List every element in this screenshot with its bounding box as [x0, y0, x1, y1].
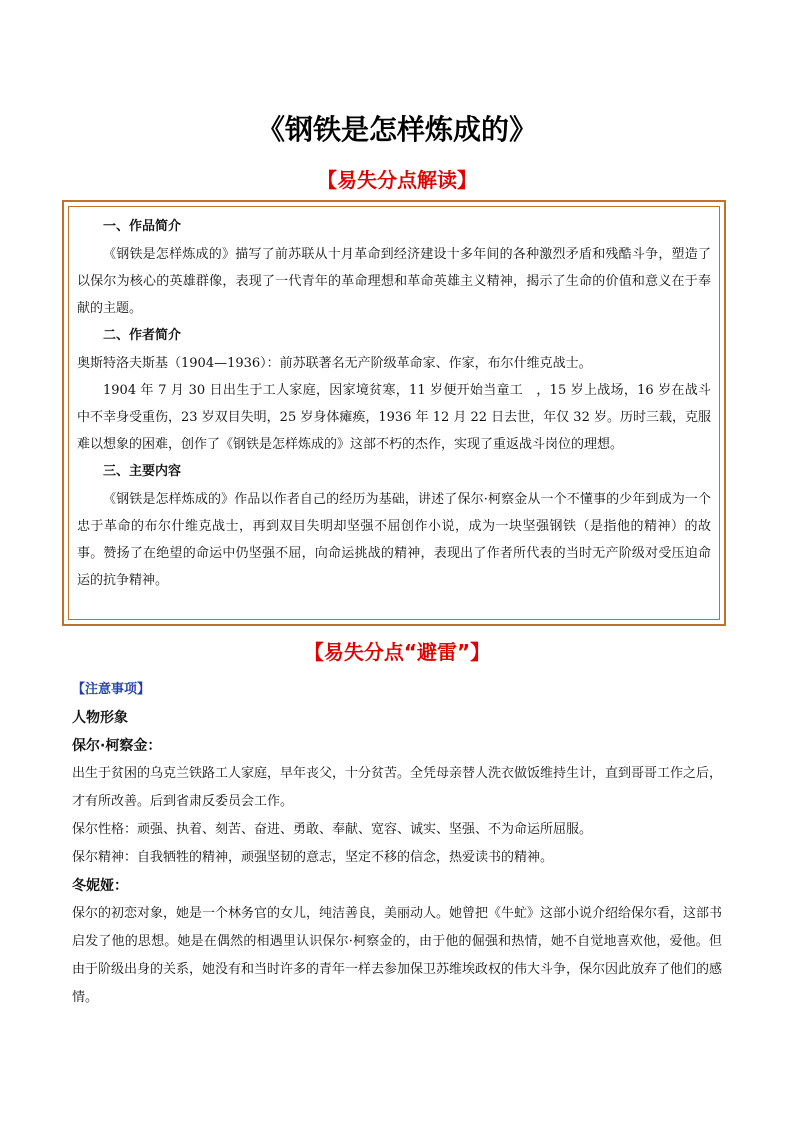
page-title: 《钢铁是怎样炼成的》: [256, 113, 537, 146]
paul-bio: 出生于贫困的乌克兰铁路工人家庭，早年丧父，十分贫苦。全凭母亲替人洗衣做饭维持生计，直到哥哥工作之后，才有所改善。后到省肃反委员会工作。: [72, 766, 723, 809]
author-intro-heading: 二、作者简介: [103, 328, 182, 343]
main-content-text: 《钢铁是怎样炼成的》作品以作者自己的经历为基础，讲述了保尔·柯察金从一个不懂事的少年到成为一个忠于革命的布尔什维克战士，再到双目失明却坚强不屈创作小说，成为一块坚强钢铁（是指他的精神）的故事。赞扬了在绝望的命运中仍坚强不屈，向命运挑战的精神，表现出了作者所代表的当时无产阶级对受压迫命运的抗争精神。: [77, 492, 711, 588]
tonya-name: 冬妮娅：: [72, 878, 128, 894]
tonya-bio: 保尔的初恋对象，她是一个林务官的女儿，纯洁善良，美丽动人。她曾把《牛虻》这部小说介绍给保尔看，这部书启发了他的思想。她是在偶然的相遇里认识保尔·柯察金的，由于他的倔强和热情，她不自觉地喜欢他，爱他。但由于阶级出身的关系，她没有和当时许多的青年一样去参加保卫苏维埃政权的伟大斗争，保尔因此放弃了他们的感情。: [72, 906, 723, 1005]
paul-name: 保尔·柯察金：: [72, 738, 162, 754]
intro-box-inner: [68, 206, 720, 620]
work-intro-text: 《钢铁是怎样炼成的》描写了前苏联从十月革命到经济建设十多年间的各种激烈矛盾和残酷斗争，塑造了以保尔为核心的英雄群像，表现了一代青年的革命理想和革命英雄主义精神，揭示了生命的价值和意义在于奉献的主题。: [77, 247, 711, 316]
section-heading-analysis: 【易失分点解读】: [317, 168, 477, 192]
main-content-heading: 三、主要内容: [103, 464, 182, 479]
notes-section: [72, 676, 722, 1012]
author-intro-line2: 1904 年 7 月 30 日出生于工人家庭，因家境贫寒，11 岁便开始当童工 ，15 岁上战场，16 岁在战斗中不幸身受重伤，23 岁双目失明，25 岁身体瘫痪，1936 年 12 月 22 日去世，年仅 32 岁。历时三载，克服难以想象的困难，创作了《钢铁是怎样炼成的》这部不朽的杰作，实现了重返战斗岗位的理想。: [77, 383, 711, 452]
intro-box: [62, 200, 726, 626]
paul-spirit: 保尔精神：自我牺牲的精神，顽强坚韧的意志，坚定不移的信念，热爱读书的精神。: [72, 850, 554, 865]
notes-label: 【注意事项】: [72, 682, 151, 697]
work-intro-heading: 一、作品简介: [103, 219, 182, 234]
author-intro-line1: 奥斯特洛夫斯基（1904—1936）：前苏联著名无产阶级革命家、作家，布尔什维克战士。: [77, 356, 592, 371]
characters-heading: 人物形象: [72, 710, 128, 726]
paul-traits: 保尔性格：顽强、执着、刻苦、奋进、勇敢、奉献、宽容、诚实、坚强、不为命运所屈服。: [72, 822, 593, 837]
section-heading-pitfalls: 【易失分点“避雷”】: [303, 640, 491, 664]
